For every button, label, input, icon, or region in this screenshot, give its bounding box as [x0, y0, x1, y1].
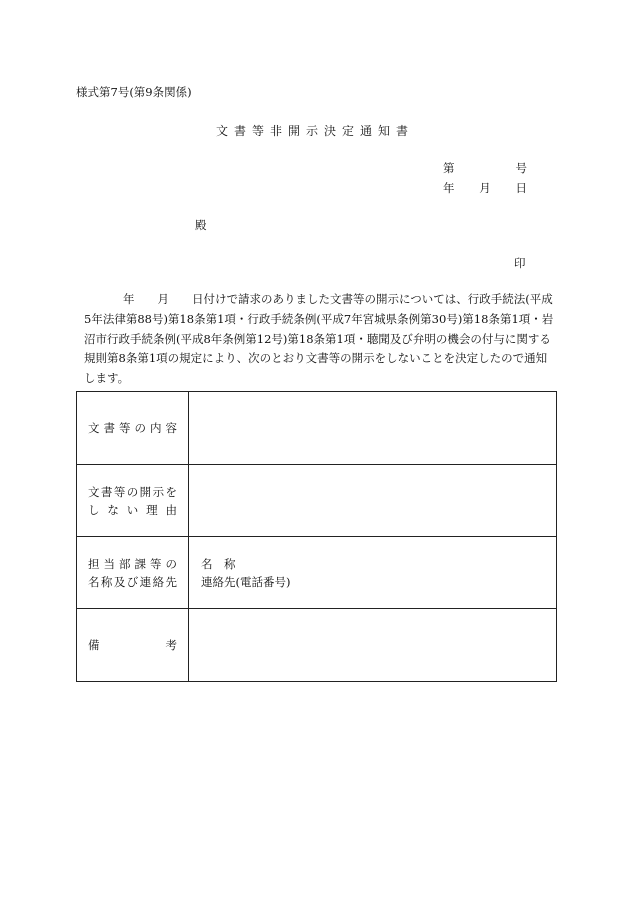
notice-body [84, 290, 554, 389]
table-row [77, 392, 557, 465]
label-text: 名称及び連絡先 [88, 574, 177, 589]
table-row [77, 465, 557, 537]
seal-mark: 印 [514, 256, 526, 270]
row-label-department [77, 537, 189, 609]
form-number: 様式第7号(第9条関係) [76, 85, 192, 99]
date-year: 年 [443, 181, 455, 195]
date-day: 日 [515, 181, 527, 195]
number-suffix: 号 [515, 161, 527, 175]
row-value-remarks[interactable] [189, 609, 557, 682]
remarks-label [88, 636, 188, 654]
document-date [443, 180, 527, 196]
table-row [77, 537, 557, 609]
label-text: 担当部課等の [88, 556, 177, 571]
table-row [77, 609, 557, 682]
department-name-label: 名 称 [201, 556, 236, 571]
label-text: 備 [88, 638, 100, 652]
label-text: 考 [165, 638, 177, 652]
row-value-department[interactable] [189, 537, 557, 609]
label-text: しない理由 [88, 502, 177, 517]
label-text: 文書等の内容 [88, 421, 177, 435]
row-label-remarks [77, 609, 189, 682]
date-month: 月 [479, 181, 491, 195]
row-value-document-contents[interactable] [189, 392, 557, 465]
department-contact-label: 連絡先(電話番号) [201, 574, 291, 589]
document-number [443, 160, 527, 176]
label-text: 文書等の開示を [88, 484, 177, 499]
notice-body-text: 年 月 日付けで請求のありました文書等の開示については、行政手続法(平成5年法律第88号)第18条第1項・行政手続条例(平成7年宮城県条例第30号)第18条第1項・岩沼市行政手続条例(平成8年条例第12号)第18条第1項・聴聞及び弁明の機会の付与に関する規則第8条第1項の規定により、次のとおり文書等の開示をしないことを決定したので通知します。 [84, 292, 554, 386]
number-prefix: 第 [443, 161, 455, 175]
info-table [76, 391, 557, 682]
document-title: 文書等非開示決定通知書 [215, 124, 414, 138]
row-value-reason[interactable] [189, 465, 557, 537]
row-label-reason [77, 465, 189, 537]
row-label-document-contents [77, 392, 189, 465]
addressee-honorific: 殿 [195, 218, 207, 232]
